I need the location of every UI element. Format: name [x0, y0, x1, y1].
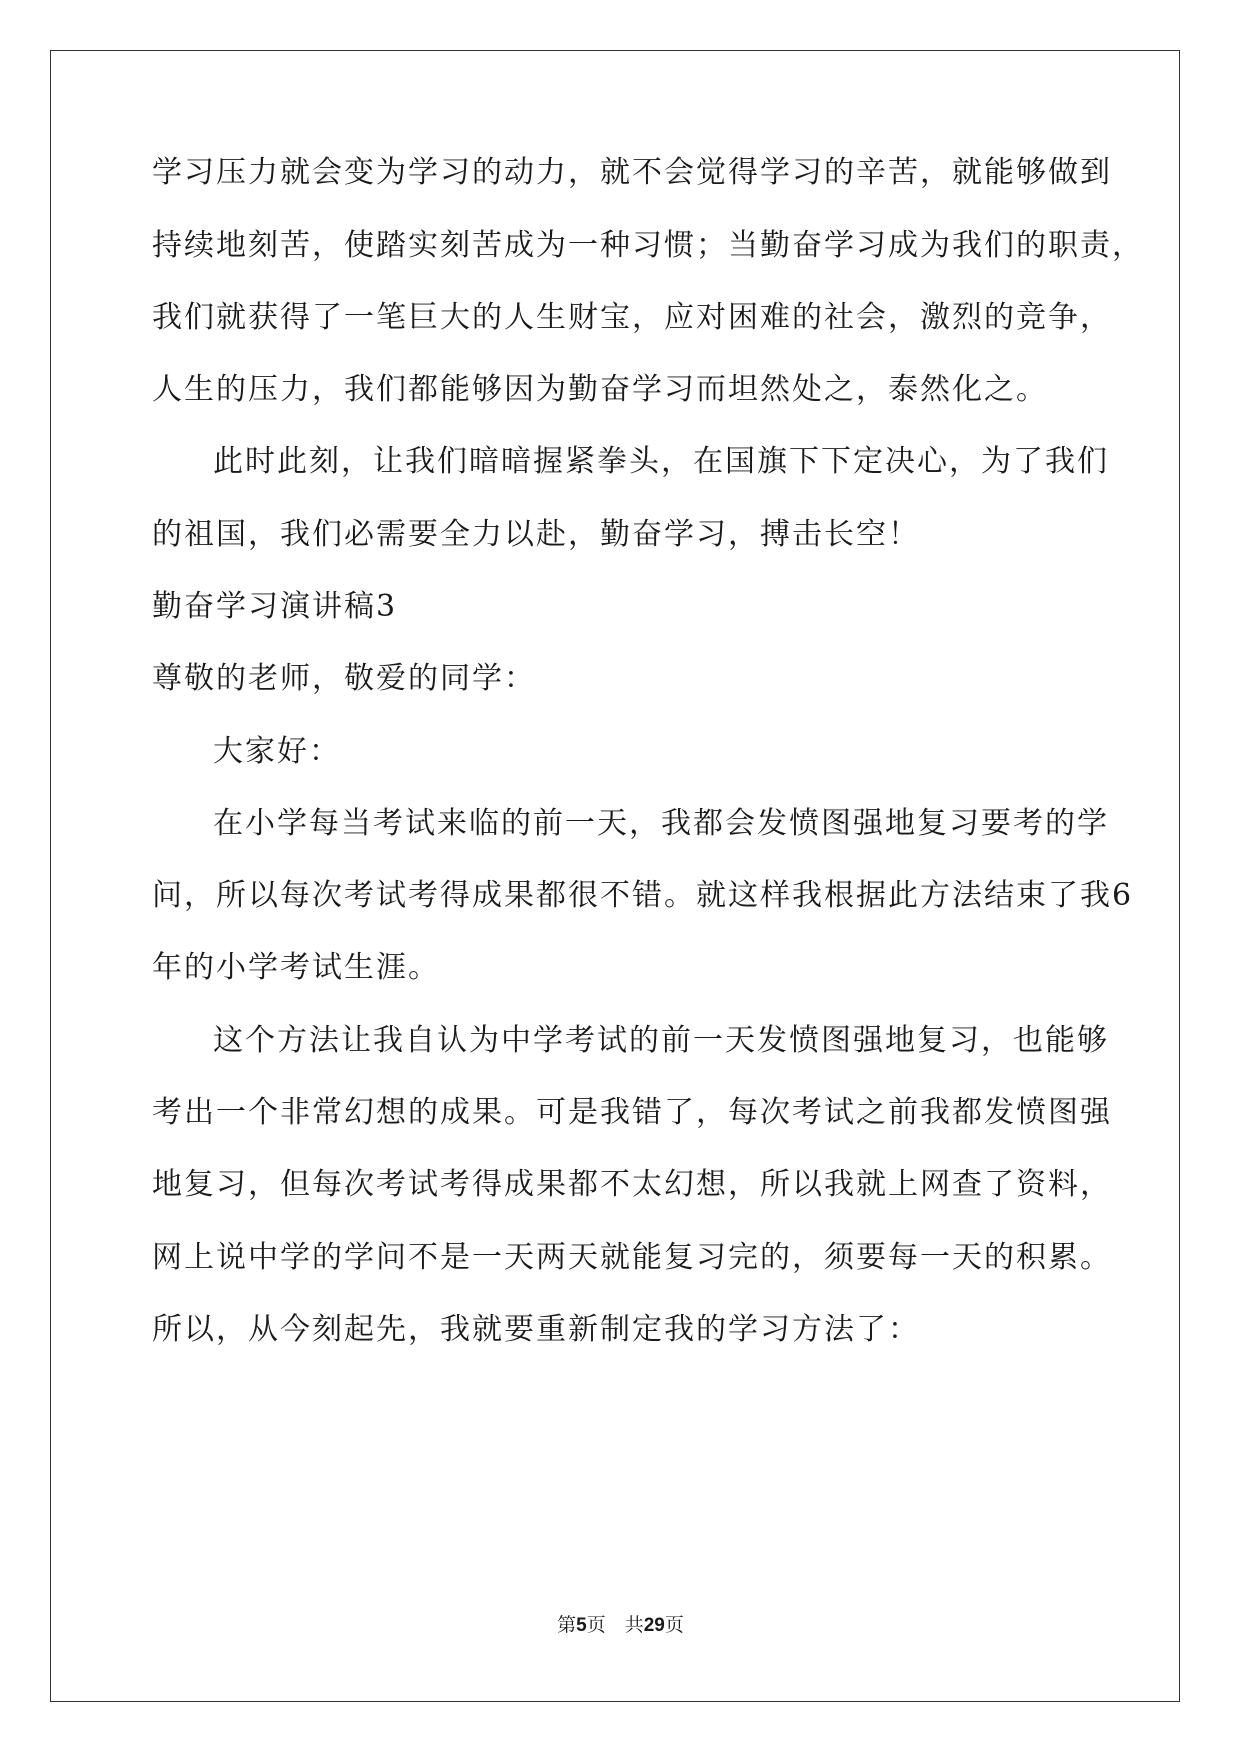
- greeting: 大家好：: [213, 734, 341, 769]
- salutation: 尊敬的老师，敬爱的同学：: [152, 661, 536, 696]
- paragraph-start-line: 此时此刻，让我们暗暗握紧拳头，在国旗下下定决心，为了我们: [213, 444, 1109, 479]
- page-footer: [0, 1613, 1241, 1638]
- body-line: 持续地刻苦，使踏实刻苦成为一种习惯；当勤奋学习成为我们的职责，: [152, 228, 1144, 263]
- body-line: 问，所以每次考试考得成果都很不错。就这样我根据此方法结束了我6: [152, 878, 1134, 913]
- body-line: 我们就获得了一笔巨大的人生财宝，应对困难的社会，激烈的竞争，: [152, 300, 1112, 335]
- body-line: 年的小学考试生涯。: [152, 950, 440, 985]
- paragraph-start-line: 这个方法让我自认为中学考试的前一天发愤图强地复习，也能够: [213, 1023, 1109, 1058]
- footer-mid: 页 共: [586, 1614, 644, 1636]
- body-line: 网上说中学的学问不是一天两天就能复习完的，须要每一天的积累。: [152, 1240, 1112, 1275]
- body-line: 学习压力就会变为学习的动力，就不会觉得学习的辛苦，就能够做到: [152, 155, 1112, 190]
- current-page-number: 5: [576, 1615, 587, 1636]
- footer-suffix: 页: [664, 1614, 684, 1636]
- paragraph-start-line: 在小学每当考试来临的前一天，我都会发愤图强地复习要考的学: [213, 806, 1109, 841]
- footer-prefix: 第: [557, 1614, 577, 1636]
- body-line: 人生的压力，我们都能够因为勤奋学习而坦然处之，泰然化之。: [152, 372, 1048, 407]
- body-line: 考出一个非常幻想的成果。可是我错了，每次考试之前我都发愤图强: [152, 1095, 1112, 1130]
- body-line: 地复习，但每次考试考得成果都不太幻想，所以我就上网查了资料，: [152, 1167, 1112, 1202]
- body-line: 的祖国，我们必需要全力以赴，勤奋学习，搏击长空！: [152, 517, 920, 552]
- section-heading: 勤奋学习演讲稿3: [152, 589, 398, 624]
- body-line: 所以，从今刻起先，我就要重新制定我的学习方法了：: [152, 1312, 920, 1347]
- total-pages-number: 29: [643, 1615, 665, 1636]
